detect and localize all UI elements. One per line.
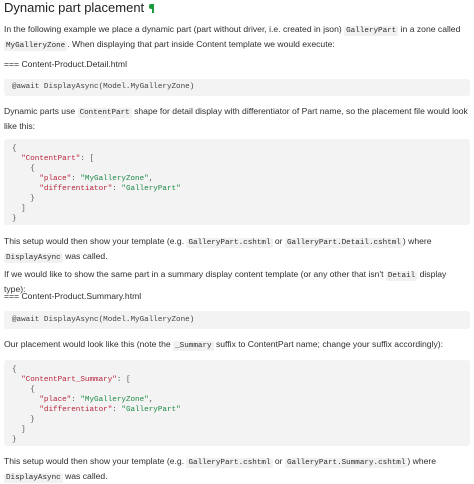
text: This setup would then show your template (e.g.	[4, 456, 187, 466]
paragraph-summary-placement	[4, 338, 470, 353]
text: Dynamic parts use	[4, 106, 78, 116]
text: Our placement would look like this (note the	[4, 339, 174, 349]
file-label-summary: === Content-Product.Summary.html	[4, 291, 142, 301]
inline-code: GalleryPart.Detail.cshtml	[286, 239, 401, 247]
text: or	[272, 456, 285, 466]
text: was called.	[62, 250, 108, 261]
code-line: @await DisplayAsync(Model.MyGalleryZone)	[12, 316, 195, 324]
inline-code: DisplayAsync	[6, 473, 61, 482]
text: ) where	[402, 236, 432, 246]
paragraph-placement	[4, 105, 470, 133]
paragraph-summary-result	[4, 455, 470, 484]
json-key: "differentiator"	[39, 185, 113, 193]
json-key: "place"	[39, 175, 72, 183]
file-label-detail: === Content-Product.Detail.html	[4, 59, 128, 69]
json-value: "MyGalleryZone"	[80, 175, 149, 183]
inline-code: GalleryPart	[346, 27, 397, 35]
inline-code: _Summary	[175, 342, 212, 350]
inline-code: Detail	[387, 272, 416, 280]
text: If we would like to show the same part in a summary display content template (or any other that isn't	[4, 269, 386, 279]
json-block-summary: { "ContentPart_Summary": [ { "place": "MyGalleryZone", "differentiator": "GalleryPart" } ] }	[4, 360, 470, 446]
json-key: "differentiator"	[39, 406, 113, 414]
inline-code: GalleryPart.cshtml	[188, 459, 271, 467]
anchor-link-icon[interactable]	[149, 4, 155, 13]
text: . When displaying that part inside Content template we would execute:	[67, 38, 335, 49]
text: or	[272, 236, 285, 246]
inline-code: GalleryPart.cshtml	[188, 239, 271, 247]
json-value: "GalleryPart"	[121, 185, 181, 193]
inline-code: ContentPart	[79, 109, 130, 117]
text: suffix to ContentPart name; change your suffix accordingly):	[213, 339, 444, 349]
code-block-detail	[4, 79, 470, 96]
text: This setup would then show your template (e.g.	[4, 236, 187, 246]
inline-code: GalleryPart.Summary.cshtml	[286, 459, 406, 467]
text: display type):	[4, 269, 447, 294]
json-key: "ContentPart"	[21, 155, 81, 163]
text: In the following example we place a dynamic part (part without driver, i.e. created in json)	[4, 24, 345, 34]
section-heading	[4, 0, 470, 16]
json-block-detail: { "ContentPart": [ { "place": "MyGalleryZone", "differentiator": "GalleryPart" } ] }	[4, 139, 470, 225]
paragraph-detail-result	[4, 235, 470, 265]
inline-code: DisplayAsync	[6, 253, 61, 262]
text: was called.	[62, 470, 108, 481]
json-value: "GalleryPart"	[121, 406, 181, 414]
json-value: "MyGalleryZone"	[80, 396, 149, 404]
code-block-summary	[4, 311, 470, 329]
json-key: "ContentPart_Summary"	[21, 376, 117, 384]
json-key: "place"	[39, 396, 72, 404]
text: ) where	[407, 456, 437, 466]
text: in a zone called	[398, 24, 461, 34]
paragraph-intro	[4, 23, 470, 53]
text: shape for detail display with differentiator of Part name, so the placement file would look like this:	[4, 106, 468, 131]
code-line: @await DisplayAsync(Model.MyGalleryZone)	[12, 83, 195, 91]
inline-code: MyGalleryZone	[6, 41, 66, 50]
heading-text: Dynamic part placement	[4, 0, 145, 15]
